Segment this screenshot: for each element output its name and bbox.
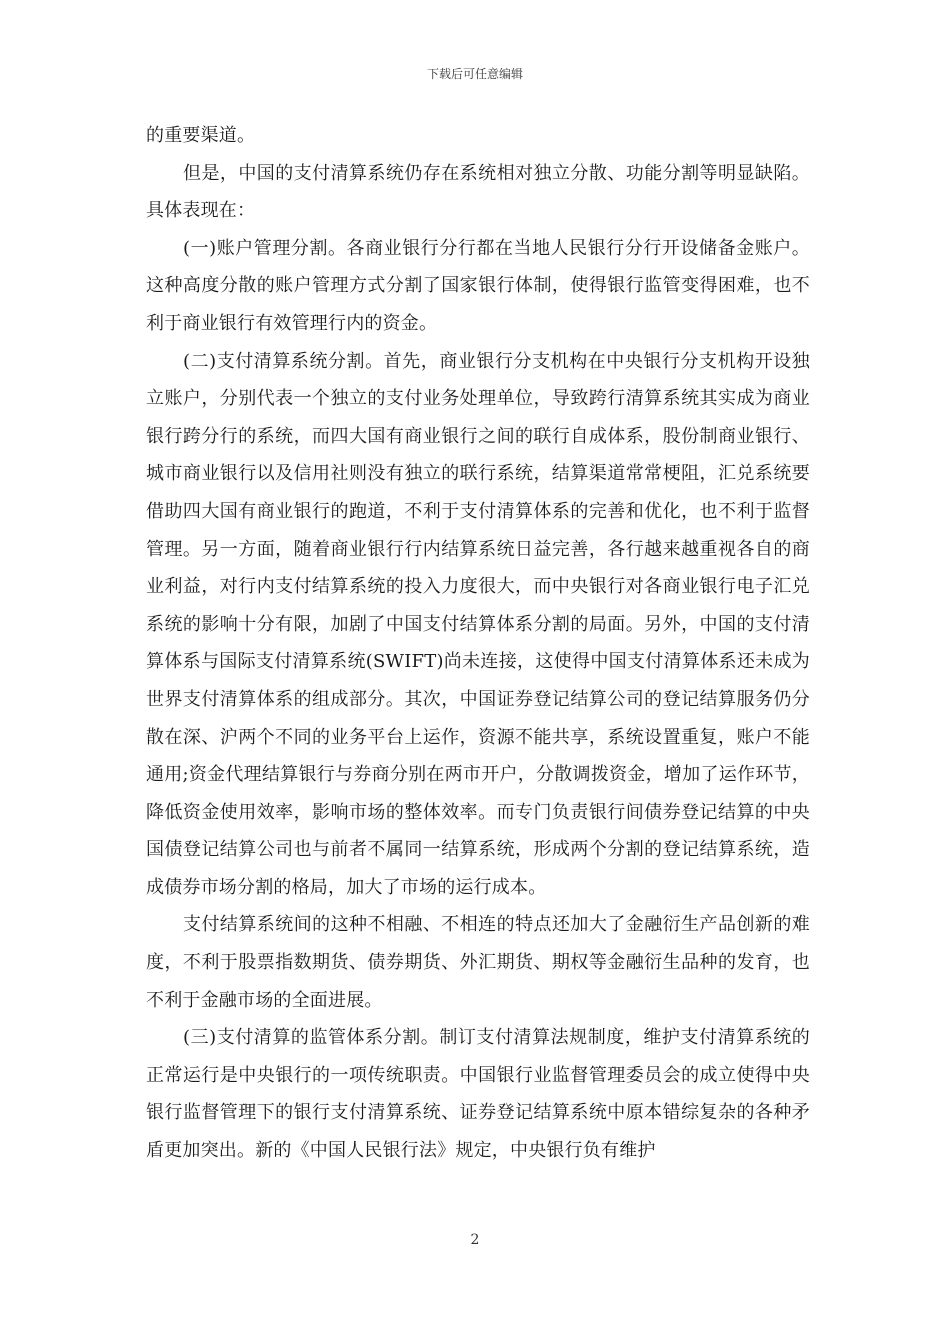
paragraph-1: 的重要渠道。 — [146, 125, 256, 146]
page-number: 2 — [470, 1232, 480, 1248]
paragraph-5: 支付结算系统间的这种不相融、不相连的特点还加大了金融衍生产品创新的难度，不利于股票指数期货、债券期货、外汇期货、期权等金融衍生品种的发育，也不利于金融市场的全面进展。 — [146, 914, 810, 1011]
paragraph-4: (二)支付清算系统分割。首先，商业银行分支机构在中央银行分支机构开设独立账户，分别代表一个独立的支付业务处理单位，导致跨行清算系统其实成为商业银行跨分行的系统，而四大国有商业银行之间的联行自成体系，股份制商业银行、城市商业银行以及信用社则没有独立的联行系统，结算渠道常常梗阻，汇兑系统要借助四大国有商业银行的跑道，不利于支付清算体系的完善和优化，也不利于监督管理。另一方面，随着商业银行行内结算系统日益完善，各行越来越重视各自的商业利益，对行内支付结算系统的投入力度很大，而中央银行对各商业银行电子汇兑系统的影响十分有限，加剧了中国支付结算体系分割的局面。另外，中国的支付清算体系与国际支付清算系统(SWIFT)尚未连接，这使得中国支付清算体系还未成为世界支付清算体系的组成部分。其次，中国证券登记结算公司的登记结算服务仍分散在深、沪两个不同的业务平台上运作，资源不能共享，系统设置重复，账户不能通用;资金代理结算银行与券商分别在两市开户，分散调拨资金，增加了运作环节，降低资金使用效率，影响市场的整体效率。而专门负责银行间债券登记结算的中央国债登记结算公司也与前者不属同一结算系统，形成两个分割的登记结算系统，造成债券市场分割的格局，加大了市场的运行成本。 — [146, 350, 810, 898]
paragraph-6: (三)支付清算的监管体系分割。制订支付清算法规制度，维护支付清算系统的正常运行是中央银行的一项传统职责。中国银行业监督管理委员会的成立使得中央银行监督管理下的银行支付清算系统、证券登记结算系统中原本错综复杂的各种矛盾更加突出。新的《中国人民银行法》规定，中央银行负有维护 — [146, 1027, 810, 1162]
page-header: 下载后可任意编辑 — [426, 67, 523, 81]
paragraph-2: 但是，中国的支付清算系统仍存在系统相对独立分散、功能分割等明显缺陷。具体表现在： — [146, 162, 810, 222]
document-body — [146, 117, 810, 1170]
paragraph-3: (一)账户管理分割。各商业银行分行都在当地人民银行分行开设储备金账户。这种高度分散的账户管理方式分割了国家银行体制，使得银行监管变得困难，也不利于商业银行有效管理行内的资金。 — [146, 237, 810, 334]
